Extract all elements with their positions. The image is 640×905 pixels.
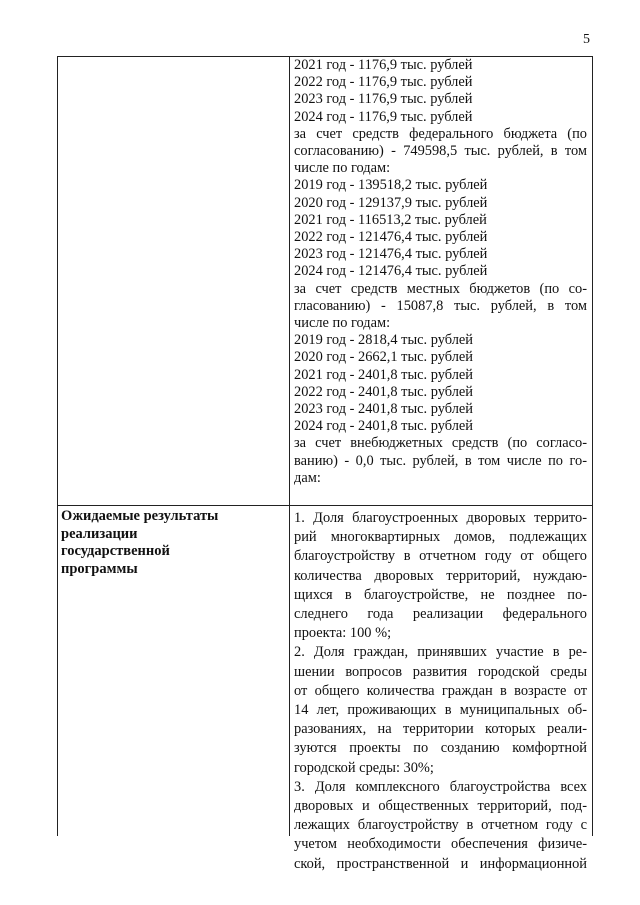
results-line: от общего количества граждан в возрасте от: [294, 682, 587, 699]
funding-line: 2021 год - 116513,2 тыс. рублей: [294, 211, 487, 228]
funding-line: 2024 год - 2401,8 тыс. рублей: [294, 418, 473, 435]
funding-line: согласованию) - 749598,5 тыс. рублей, в том: [294, 143, 587, 160]
results-line: разованиях, на территории которых реали-: [294, 721, 587, 738]
results-text-cell: [294, 509, 587, 874]
funding-sources-cell: [294, 57, 587, 487]
results-line: учетом необходимости обеспечения физиче-: [294, 836, 587, 853]
program-passport-table: [57, 56, 593, 872]
results-line: 3. Доля комплексного благоустройства всех: [294, 778, 587, 795]
funding-line: гласованию) - 15087,8 тыс. рублей, в том: [294, 297, 587, 314]
funding-line: 2021 год - 2401,8 тыс. рублей: [294, 366, 473, 383]
funding-line: числе по годам:: [294, 160, 391, 177]
funding-line: 2022 год - 1176,9 тыс. рублей: [294, 74, 473, 91]
results-line: шении вопросов развития городской среды: [294, 663, 587, 680]
page-number: 5: [583, 32, 590, 47]
results-line: 1. Доля благоустроенных дворовых террито-: [294, 510, 587, 526]
table-row-divider: [57, 505, 593, 506]
funding-line: 2020 год - 2662,1 тыс. рублей: [294, 349, 473, 366]
funding-line: числе по годам:: [294, 315, 391, 332]
funding-line: за счет внебюджетных средств (по согласо-: [294, 435, 587, 452]
funding-line: 2019 год - 2818,4 тыс. рублей: [294, 332, 473, 349]
funding-line: за счет средств федерального бюджета (по: [294, 125, 587, 142]
results-heading-line: программы: [61, 560, 138, 577]
results-line: зуются проекты по созданию комфортной: [294, 740, 587, 757]
table-right-border: [592, 56, 593, 836]
funding-line: 2019 год - 139518,2 тыс. рублей: [294, 177, 488, 194]
results-heading-line: реализации: [61, 525, 138, 542]
results-line: 2. Доля граждан, принявших участие в ре-: [294, 644, 587, 661]
funding-line: 2022 год - 2401,8 тыс. рублей: [294, 383, 473, 400]
funding-line: за счет средств местных бюджетов (по со-: [294, 280, 587, 297]
results-line: лежащих благоустройству в отчетном году с: [294, 817, 587, 834]
funding-line: 2022 год - 121476,4 тыс. рублей: [294, 229, 488, 246]
results-heading-cell: [61, 508, 283, 578]
results-heading-line: Ожидаемые результаты: [61, 508, 219, 524]
funding-label-cell: [57, 56, 289, 505]
results-line: следнего года реализации федерального: [294, 606, 587, 623]
results-line: благоустройству в отчетном году от общего: [294, 548, 587, 565]
funding-line: ванию) - 0,0 тыс. рублей, в том числе по го-: [294, 452, 587, 469]
funding-line: 2023 год - 2401,8 тыс. рублей: [294, 401, 473, 418]
funding-line: 2024 год - 121476,4 тыс. рублей: [294, 263, 488, 280]
results-line: количества дворовых территорий, нуждаю-: [294, 567, 587, 584]
funding-line: 2023 год - 1176,9 тыс. рублей: [294, 91, 473, 108]
funding-line: 2024 год - 1176,9 тыс. рублей: [294, 108, 473, 125]
results-line: 14 лет, проживающих в муниципальных об-: [294, 702, 587, 719]
table-column-divider: [289, 56, 290, 836]
funding-line: 2021 год - 1176,9 тыс. рублей: [294, 57, 473, 73]
results-line: проекта: 100 %;: [294, 625, 392, 642]
results-line: ской, пространственной и информационной: [294, 855, 587, 872]
funding-line: 2020 год - 129137,9 тыс. рублей: [294, 194, 488, 211]
results-line: дворовых и общественных территорий, под-: [294, 798, 587, 815]
funding-line: 2023 год - 121476,4 тыс. рублей: [294, 246, 488, 263]
results-line: щихся в благоустройстве, не позднее по-: [294, 586, 587, 603]
funding-line: дам:: [294, 469, 321, 486]
results-line: рий многоквартирных домов, подлежащих: [294, 529, 587, 546]
results-line: городской среды: 30%;: [294, 759, 434, 776]
results-heading-line: государственной: [61, 543, 170, 560]
